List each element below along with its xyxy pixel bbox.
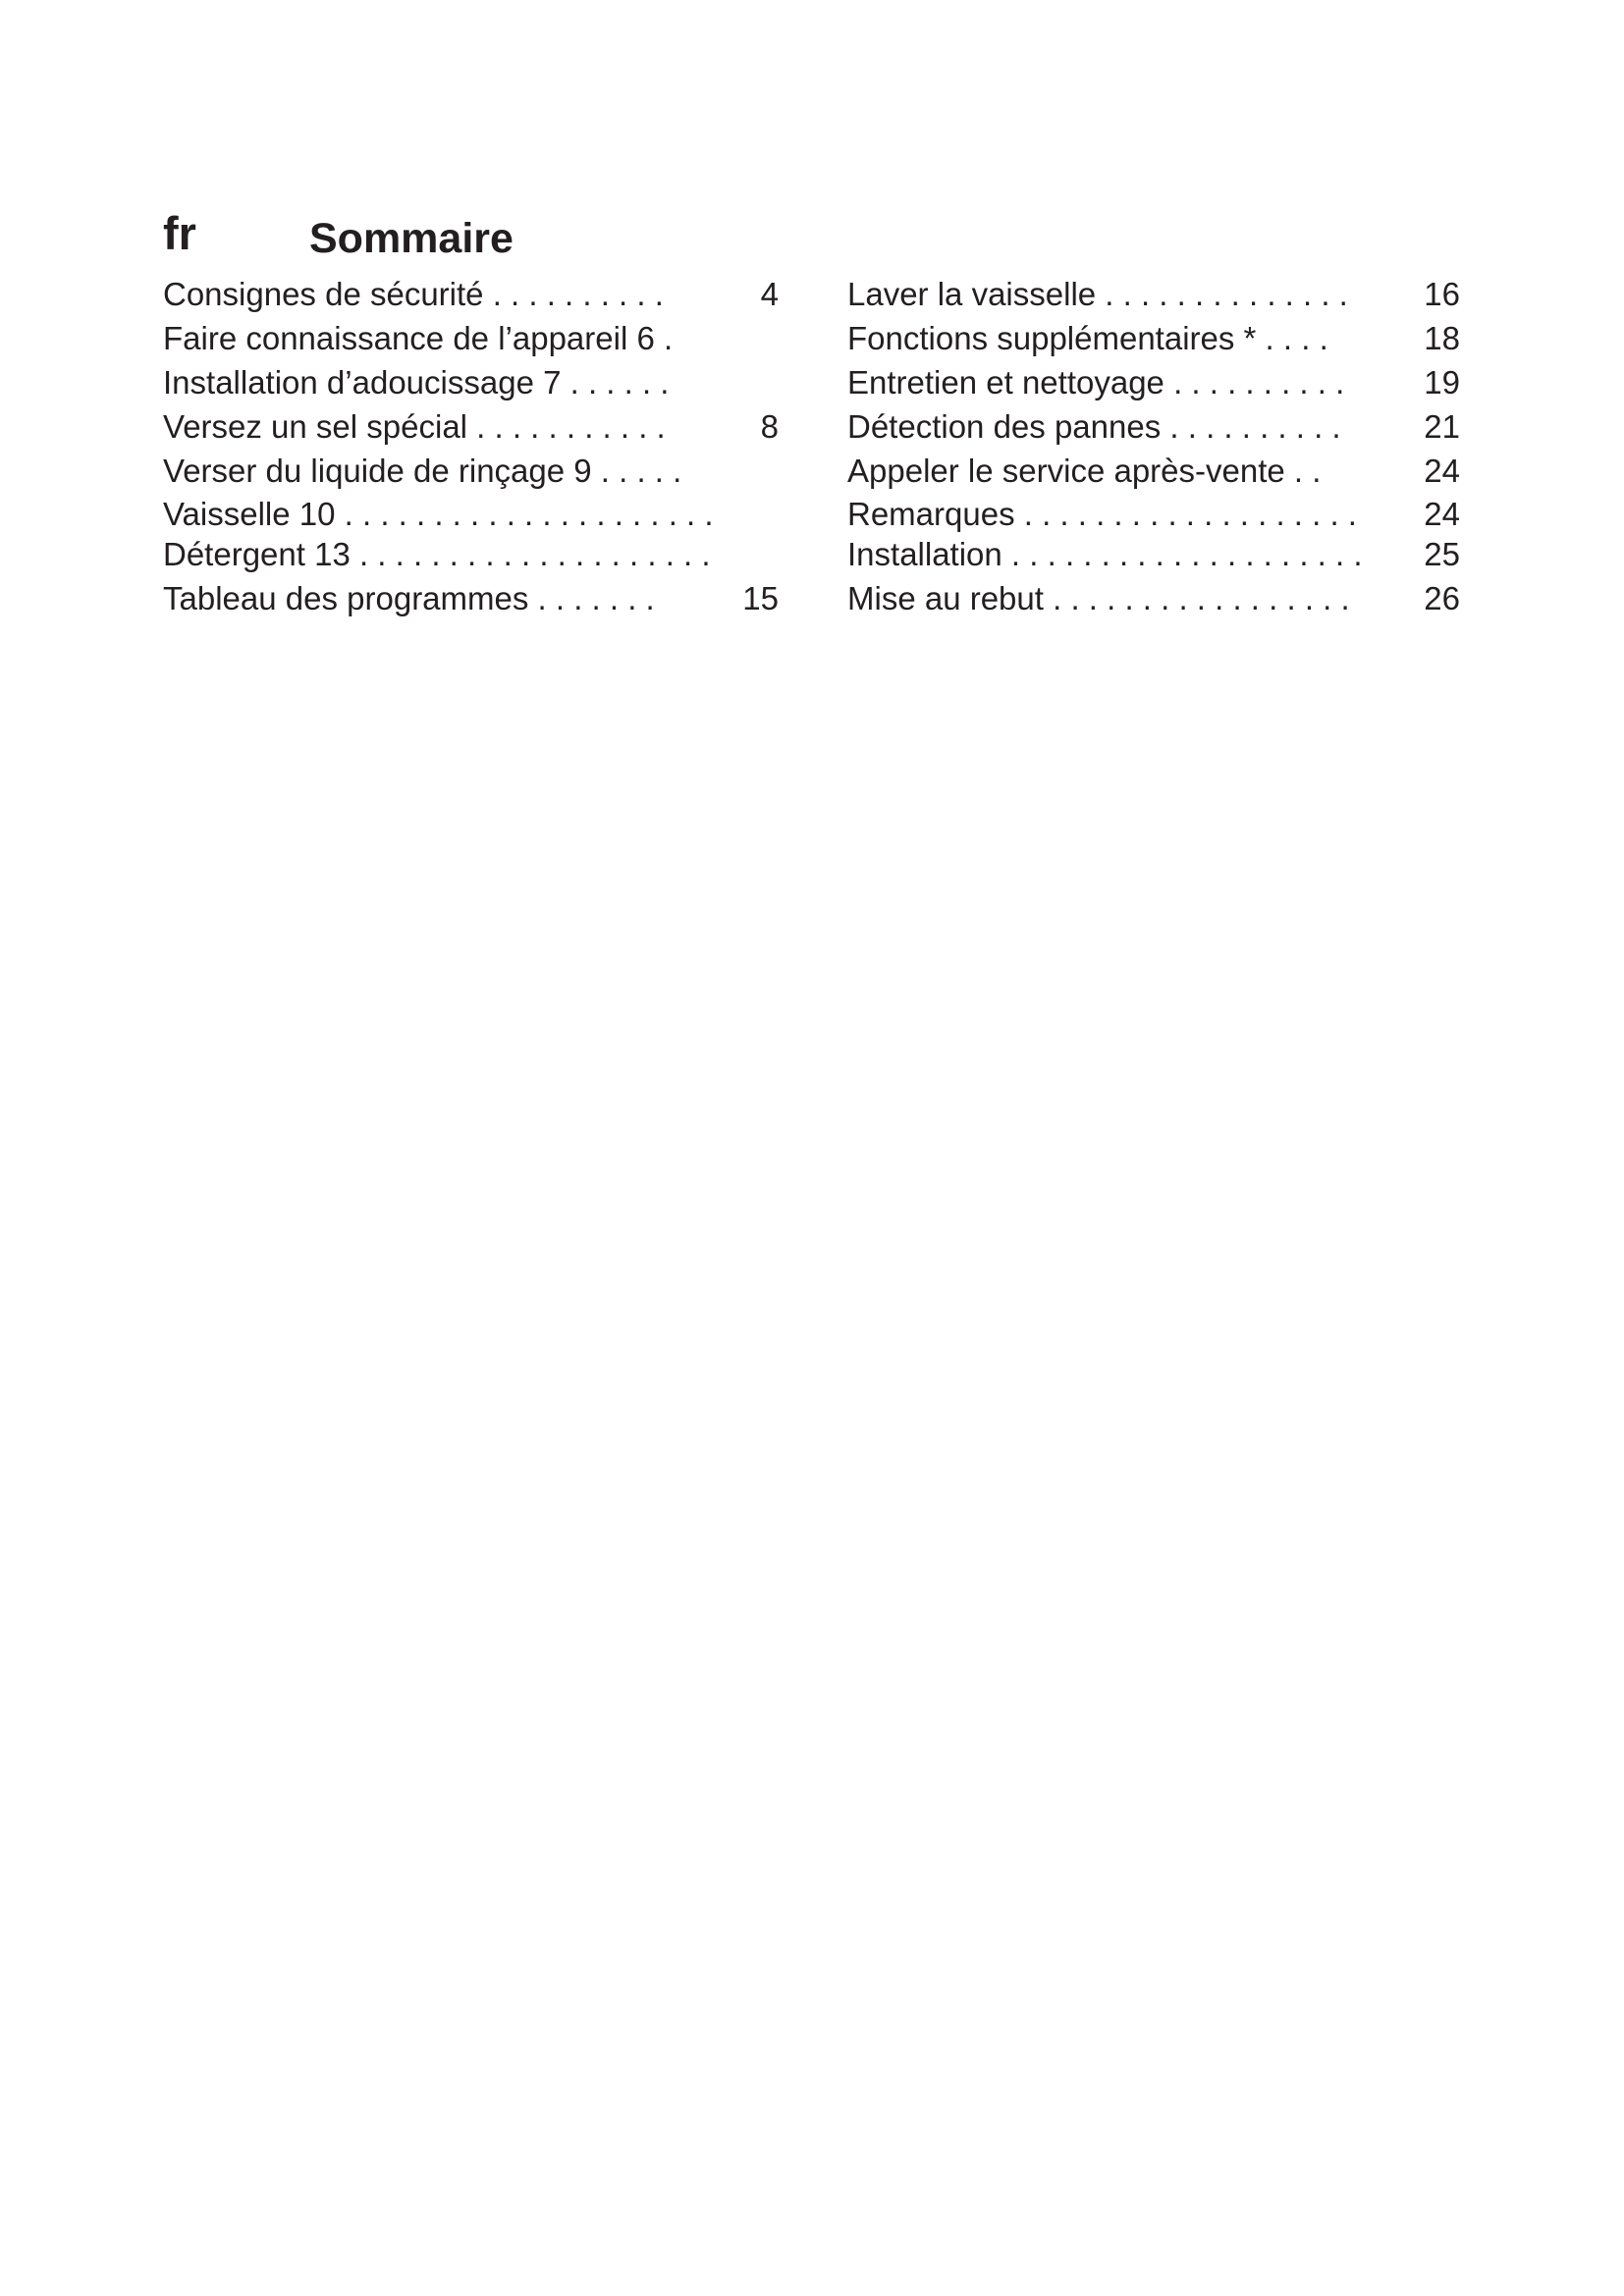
toc-entry-label: Installation d’adoucissage 7 . . . . . . bbox=[163, 364, 670, 400]
toc-entry[interactable] bbox=[163, 535, 779, 574]
toc-entry[interactable] bbox=[847, 319, 1460, 358]
toc-entry-label: Verser du liquide de rinçage 9 . . . . . bbox=[163, 453, 682, 489]
toc-entry-label: Consignes de sécurité . . . . . . . . . . bbox=[163, 276, 664, 312]
toc-entry[interactable] bbox=[847, 579, 1460, 618]
toc-entry[interactable] bbox=[847, 535, 1460, 574]
toc-entry[interactable] bbox=[163, 407, 779, 447]
toc-entry-page: 4 bbox=[760, 276, 779, 312]
toc-entry[interactable] bbox=[163, 363, 779, 402]
page-title: Sommaire bbox=[309, 215, 514, 262]
toc-entry-page: 25 bbox=[1424, 536, 1460, 572]
toc-entry-label: Fonctions supplémentaires * . . . . bbox=[847, 320, 1328, 356]
toc-entry-page: 24 bbox=[1424, 453, 1460, 489]
toc-entry-page: 8 bbox=[760, 408, 779, 445]
toc-entry[interactable] bbox=[847, 363, 1460, 402]
toc-entry-page: 26 bbox=[1424, 580, 1460, 616]
toc-entry[interactable] bbox=[163, 319, 779, 358]
toc-entry-label: Versez un sel spécial . . . . . . . . . . . bbox=[163, 408, 666, 445]
toc-entry[interactable] bbox=[847, 275, 1460, 314]
toc-entry-page: 19 bbox=[1424, 364, 1460, 400]
toc-entry-label: Appeler le service après-vente . . bbox=[847, 453, 1322, 489]
toc-entry-page: 18 bbox=[1424, 320, 1460, 356]
toc-entry-label: Mise au rebut . . . . . . . . . . . . . . . . . bbox=[847, 580, 1350, 616]
toc-entry[interactable] bbox=[847, 495, 1460, 534]
toc-entry[interactable] bbox=[847, 407, 1460, 447]
toc-entry[interactable] bbox=[847, 452, 1460, 491]
toc-entry[interactable] bbox=[163, 495, 779, 534]
toc-entry-label: Vaisselle 10 . . . . . . . . . . . . . . . . . . . . . bbox=[163, 496, 714, 532]
toc-entry-page: 15 bbox=[742, 580, 779, 616]
toc-entry-label: Faire connaissance de l’appareil 6 . bbox=[163, 320, 674, 356]
toc-entry-label: Entretien et nettoyage . . . . . . . . . . bbox=[847, 364, 1345, 400]
toc-entry[interactable] bbox=[163, 275, 779, 314]
toc-entry-label: Remarques . . . . . . . . . . . . . . . . . . . bbox=[847, 496, 1357, 532]
toc-entry-page: 24 bbox=[1424, 496, 1460, 532]
toc-entry[interactable] bbox=[163, 452, 779, 491]
toc-entry-label: Détergent 13 . . . . . . . . . . . . . . . . . . . . bbox=[163, 536, 711, 572]
toc-entry-page: 16 bbox=[1424, 276, 1460, 312]
toc-entry[interactable] bbox=[163, 579, 779, 618]
toc-entry-label: Installation . . . . . . . . . . . . . . . . . . . . bbox=[847, 536, 1363, 572]
toc-entry-page: 21 bbox=[1424, 408, 1460, 445]
language-code: fr bbox=[163, 207, 196, 259]
toc-entry-label: Détection des pannes . . . . . . . . . . bbox=[847, 408, 1341, 445]
toc-entry-label: Tableau des programmes . . . . . . . bbox=[163, 580, 655, 616]
toc-entry-label: Laver la vaisselle . . . . . . . . . . . . . . bbox=[847, 276, 1348, 312]
